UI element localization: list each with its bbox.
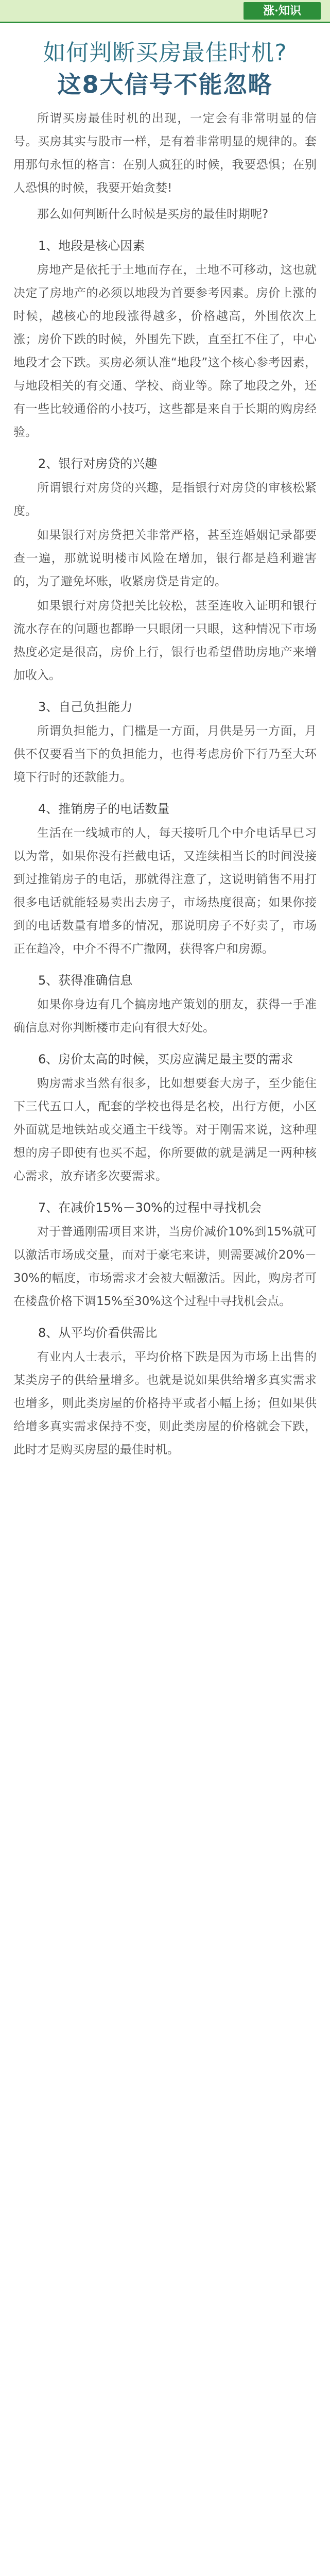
section-5 xyxy=(0,969,330,1040)
section-heading: 7、在减价15%－30%的过程中寻找机会 xyxy=(38,1200,262,1215)
section-paragraph: 所谓银行对房贷的兴趣，是指银行对房贷的审核松紧度。 xyxy=(13,481,317,518)
section-heading: 3、自己负担能力 xyxy=(38,700,133,714)
section-paragraph: 房地产是依托于土地而存在，土地不可移动，这也就决定了房地产的必须以地段为首要参考因素。房价上涨的时候，越核心的地段涨得越多，价格越高，外围依次上涨；房价下跌的时候，外围先下跌，直至扛不住了，中心地段才会下跌。买房必须认准“地段”这个核心参考因素，与地段相关的有交通、学校、商业等。除了地段之外，还有一些比较通俗的小技巧，这些都是来自于长期的购房经验。 xyxy=(13,263,317,439)
section-paragraph: 对于普通刚需项目来讲，当房价减价10%到15%就可以激活市场成交量，而对于豪宅来讲，则需要减价20%－30%的幅度，市场需求才会被大幅激活。因此，购房者可在楼盘价格下调15%至30%这个过程中寻找机会点。 xyxy=(13,1225,317,1308)
section-6 xyxy=(0,1048,330,1188)
section-3 xyxy=(0,696,330,789)
section-heading: 5、获得准确信息 xyxy=(38,973,133,988)
title-line-1: 如何判断买房最佳时机? xyxy=(43,40,287,66)
section-heading: 2、银行对房贷的兴趣 xyxy=(38,456,158,471)
section-heading: 4、推销房子的电话数量 xyxy=(38,802,170,816)
intro-paragraph-1: 所谓买房最佳时机的出现，一定会有非常明显的信号。买房其实与股市一样，是有着非常明显的规律的。套用那句永恒的格言：在别人疯狂的时候，我要恐惧；在别人恐惧的时候，我要开始贪婪! xyxy=(13,112,317,195)
section-paragraph: 如果银行对房贷把关比较松，甚至连收入证明和银行流水存在的问题也都睁一只眼闭一只眼，这种情况下市场热度必定是很高，房价上行，银行也希望借助房地产来增加收入。 xyxy=(13,599,317,682)
intro-paragraph-2: 那么如何判断什么时候是买房的最佳时期呢? xyxy=(37,208,269,221)
section-heading: 1、地段是核心因素 xyxy=(38,239,145,253)
section-paragraph: 生活在一线城市的人，每天接听几个中介电话早已习以为常，如果你没有拦截电话，又连续相当长的时间没接到过推销房子的电话，那就得注意了，这说明销售不用打很多电话就能轻易卖出去房子，市场热度很高；如果你接到的电话数量有增多的情况，那说明房子不好卖了，市场正在趋冷，中介不得不广撒网，获得客户和房源。 xyxy=(13,826,317,956)
title-line-2: 这8大信号不能忽略 xyxy=(57,71,273,98)
section-paragraph: 所谓负担能力，门槛是一方面，月供是另一方面，月供不仅要看当下的负担能力，也得考虑房价下行乃至大环境下行时的还款能力。 xyxy=(13,724,317,784)
section-paragraph: 有业内人士表示，平均价格下跌是因为市场上出售的某类房子的供给量增多。也就是说如果供给增多真实需求也增多，则此类房屋的价格持平或者小幅上扬；但如果供给增多真实需求保持不变，则此类房屋的价格就会下跌，此时才是购买房屋的最佳时机。 xyxy=(13,1350,317,1456)
section-paragraph: 如果你身边有几个搞房地产策划的朋友，获得一手准确信息对你判断楼市走向有很大好处。 xyxy=(13,998,317,1035)
section-2 xyxy=(0,452,330,687)
section-paragraph: 如果银行对房贷把关非常严格，甚至连婚姻记录都要查一遍，那就说明楼市风险在增加，银行都是趋利避害的，为了避免坏账，收紧房贷是肯定的。 xyxy=(13,529,317,588)
section-7 xyxy=(0,1196,330,1313)
category-badge: 涨·知识 xyxy=(244,2,321,20)
section-8 xyxy=(0,1321,330,1462)
article-body xyxy=(0,107,330,1462)
section-4 xyxy=(0,798,330,961)
section-heading: 6、房价太高的时候，买房应满足最主要的需求 xyxy=(38,1052,293,1066)
section-heading: 8、从平均价看供需比 xyxy=(38,1326,158,1340)
section-paragraph: 购房需求当然有很多，比如想要套大房子，至少能住下三代五口人，配套的学校也得是名校，出行方便，小区外面就是地铁站或交通主干线等。对于刚需来说，这种理想的房子即使有也买不起，你所要做的就是满足一两种核心需求，放弃诸多次要需求。 xyxy=(13,1077,317,1183)
top-banner xyxy=(0,0,330,23)
section-1 xyxy=(0,234,330,444)
